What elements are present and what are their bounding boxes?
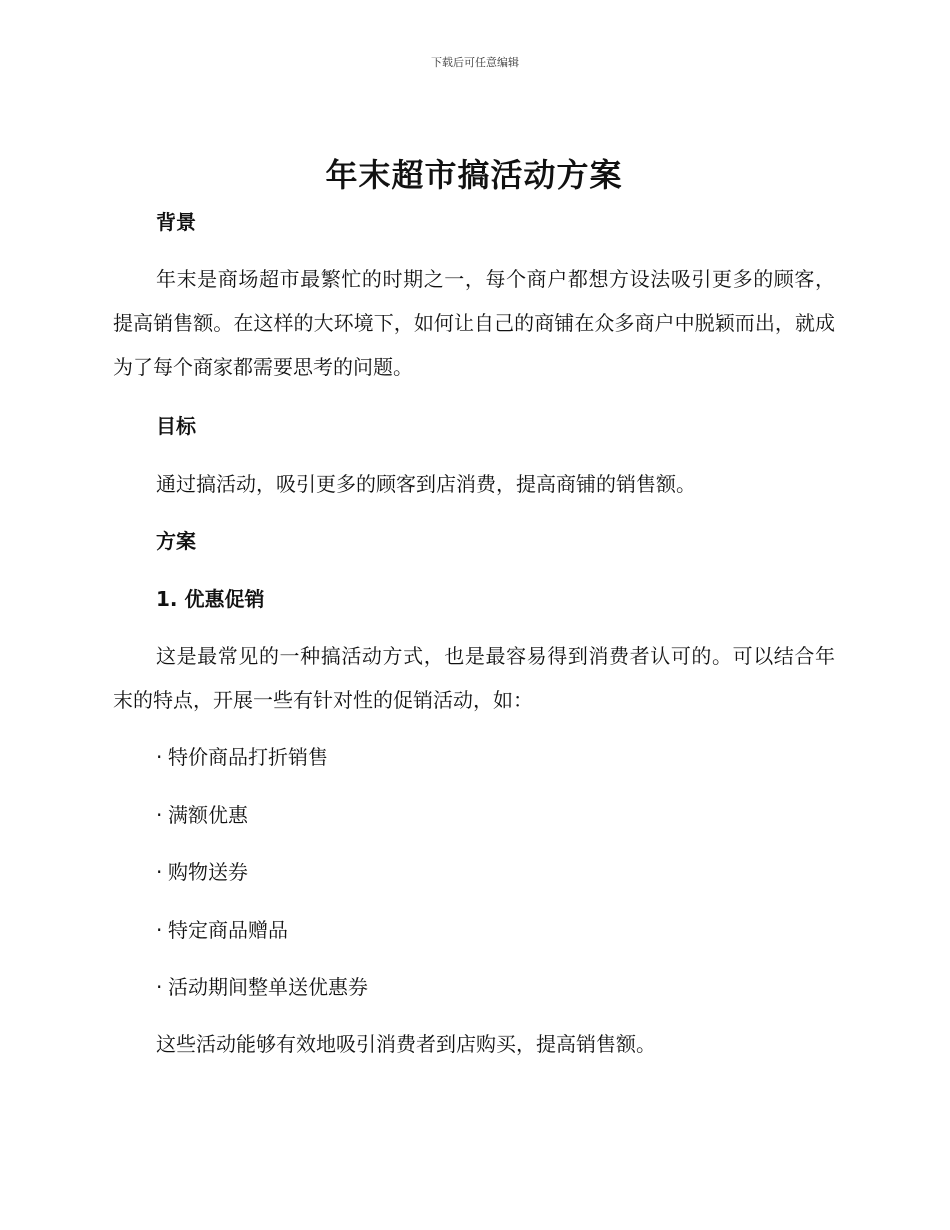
paragraph-discount-conclusion: 这些活动能够有效地吸引消费者到店购买，提高销售额。 xyxy=(156,1032,656,1056)
list-item-text: 活动期间整单送优惠券 xyxy=(168,975,368,999)
subsection-heading-discount-promotion: 1. 优惠促销 xyxy=(156,587,265,611)
paragraph-goal: 通过搞活动，吸引更多的顾客到店消费，提高商铺的销售额。 xyxy=(156,472,696,496)
list-item-text: 满额优惠 xyxy=(168,802,248,827)
list-item xyxy=(156,800,368,858)
bullet-dot-icon: · xyxy=(156,745,163,769)
list-item xyxy=(156,915,368,973)
bullet-dot-icon: · xyxy=(156,802,163,827)
bullet-dot-icon: · xyxy=(156,860,163,884)
section-heading-background: 背景 xyxy=(156,210,196,234)
promotion-bullet-list xyxy=(156,742,368,1030)
list-item-text: 购物送券 xyxy=(168,860,248,884)
paragraph-background: 年末是商场超市最繁忙的时期之一，每个商户都想方设法吸引更多的顾客，提高销售额。在这样的大环境下，如何让自己的商铺在众多商户中脱颖而出，就成为了每个商家都需要思考的问题。 xyxy=(113,267,835,379)
header-note: 下载后可任意编辑 xyxy=(431,56,519,69)
list-item-text: 特价商品打折销售 xyxy=(168,745,328,769)
section-heading-goal: 目标 xyxy=(156,414,196,438)
list-item xyxy=(156,972,368,1030)
bullet-dot-icon: · xyxy=(156,917,163,942)
bullet-dot-icon: · xyxy=(156,975,163,999)
list-item-text: 特定商品赠品 xyxy=(168,917,288,942)
document-title: 年末超市搞活动方案 xyxy=(325,156,623,194)
list-item xyxy=(156,857,368,915)
list-item xyxy=(156,742,368,800)
paragraph-discount-intro: 这是最常见的一种搞活动方式，也是最容易得到消费者认可的。可以结合年末的特点，开展一些有针对性的促销活动，如： xyxy=(113,644,835,712)
section-heading-plan: 方案 xyxy=(156,529,196,553)
